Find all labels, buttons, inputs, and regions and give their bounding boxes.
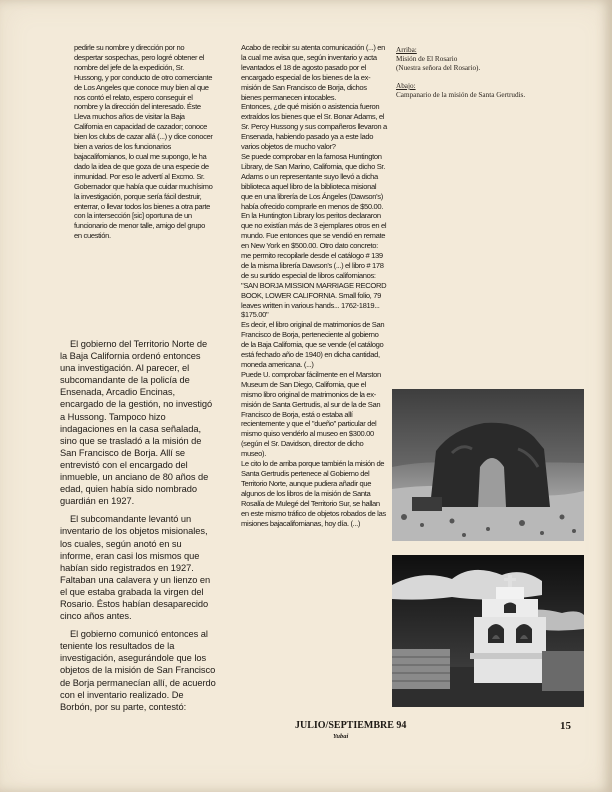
letter-paragraph: Acabo de recibir su atenta comunicación (...) en la cual me avisa que, según inventario y acta levantados el 18 de agosto pasado por el encargado especial de los bienes de la ex-misión de San Francisco de Borja, dichos bienes permanecen intocables. xyxy=(241,43,386,102)
body-paragraph: El gobierno del Territorio Norte de la Baja California ordenó entonces una investigación. Al parecer, el subcomandante de la policía de Ensenada, Arcadio Encinas, encargado de la gestión, no investigó a Hussong. Tampoco hizo indagaciones en la casa señalada, sino que se trasladó a la misión de San Francisco de Borja. Allí se entrevistó con el encargado del inmueble, un anciano de 80 años de edad, quien había sido nombrado guardián en 1927. xyxy=(60,339,213,507)
caption-above-line: Misión de El Rosario xyxy=(396,55,458,63)
mission-ruins-photo xyxy=(392,389,584,541)
body-paragraph: El gobierno comunicó entonces al teniente los resultados de la investigación, asegurándole que los objetos de la misión de San Francisco de Borja permanecían allí, de acuerdo con el inventario realizado. De Borbón, por su parte, contestó: xyxy=(60,629,216,712)
quote-paragraph: pedirle su nombre y dirección por no despertar sospechas, pero logré obtener el nombre del jefe de la expedición, Sr. Hussong, y por conducto de otro comerciante de Los Angeles que conoce muy bien al que nos contó el relato, espero conseguir el nombre y la dirección del interesado. Éste Lleva muchos años de visitar la Baja California en capacidad de cazador; conoce bien los clubs de cazar allá (...) y dice conocer bien a varios de los funcionarios bajacalifornianos, lo cual me supongo, le ha dado la idea de que goza de una especie de inmunidad. Por eso le advertí al Excmo. Sr. Gobernador que había que cuidar muchísimo la investigación, porque sería fácil destruir, enterrar, o llevar todos los bienes a otra parte con la intersección [sic] oportuna de un funcionario de menor talle, amigo del grupo en cuestión. xyxy=(74,43,213,241)
left-quote-block xyxy=(74,43,214,241)
bell-tower-photo xyxy=(392,555,584,707)
left-body-column xyxy=(60,338,216,719)
letter-paragraph: Le cito lo de arriba porque también la misión de Santa Gertrudis pertenece al Gobierno del Territorio Norte, aunque pudiera añadir que algunos de los libros de la misión de Santa Rosalía de Mulegé del Territorio Sur, se hallan en este mismo tráfico de objetos robados de las misiones bajacalifornianas, hoy día. (...) xyxy=(241,459,386,528)
caption-above-label: Arriba: xyxy=(396,46,417,54)
caption-below-line: Campanario de la misión de Santa Gertrudis. xyxy=(396,91,526,99)
caption-below-label: Abajo: xyxy=(396,82,416,90)
issue-footer xyxy=(295,720,406,731)
letter-paragraph: Es decir, el libro original de matrimonios de San Francisco de Borja, perteneciente al gobierno de la Baja California, que se vende (el catálogo está fechado año de 1940) en dicha cantidad, moneda americana. (...) xyxy=(241,320,385,369)
magazine-title: Yubai xyxy=(333,733,349,740)
letter-paragraph: Se puede comprobar en la famosa Huntington Library, de San Marino, California, que dicho Sr. Adams o un representante suyo llevó a dicha biblioteca aquel libro de la biblioteca misional que en una librería de Los Ángeles (Dawson's) había ofrecido comprarle en menos de $50.00. En la Huntington Library los peritos declararon que no existían más de 3 ejemplares otros en el mundo. Fue entonces que se vendió en remate en New York en $500.00. Otro dato concreto: me permito recopilarle desde el catálogo # 139 de la misma librería Dawson's (...) el libro # 178 de su surtido especial de libros californianos: "SAN BORJA MISSION MARRIAGE RECORD BOOK, LOWER CALIFORNIA. Small folio, 79 leaves written in various hands... 1762-1819... $175.00" xyxy=(241,151,387,320)
caption-above-line: (Nuestra señora del Rosario). xyxy=(396,64,481,72)
middle-letter-column xyxy=(241,43,387,528)
letter-paragraph: Puede U. comprobar fácilmente en el Marston Museum de San Diego, California, que el mismo libro original de matrimonios de la ex-misión de Santa Gertrudis, al sur de la de San Francisco de Borja, está o estaba allí recientemente y que el "dueño" particular del mismo quiso vendérlo al museo en $300.00 (según el Sr. Davidson, director de dicho museo). xyxy=(241,369,381,459)
magazine-name xyxy=(333,733,348,740)
issue-date: JULIO/SEPTIEMBRE 94 xyxy=(295,720,407,731)
letter-paragraph: Entonces, ¿de qué misión o asistencia fueron extraídos los bienes que el Sr. Bonar Adams, el Sr. Percy Hussong y sus compañeros llevaron a Ensenada, habiendo pasado ya a este lado varios objetos de mucho valor? xyxy=(241,102,387,152)
photo-captions xyxy=(396,46,566,100)
body-paragraph: El subcomandante levantó un inventario de los objetos misionales, los cuales, según anotó en su informe, eran casi los mismos que habían sido registrados en 1927. Faltaban una calavera y un lienzo en el que estaba grabada la virgen del Rosario. Éstos habían desaparecido cinco años antes. xyxy=(60,514,211,622)
page-number: 15 xyxy=(560,720,571,732)
